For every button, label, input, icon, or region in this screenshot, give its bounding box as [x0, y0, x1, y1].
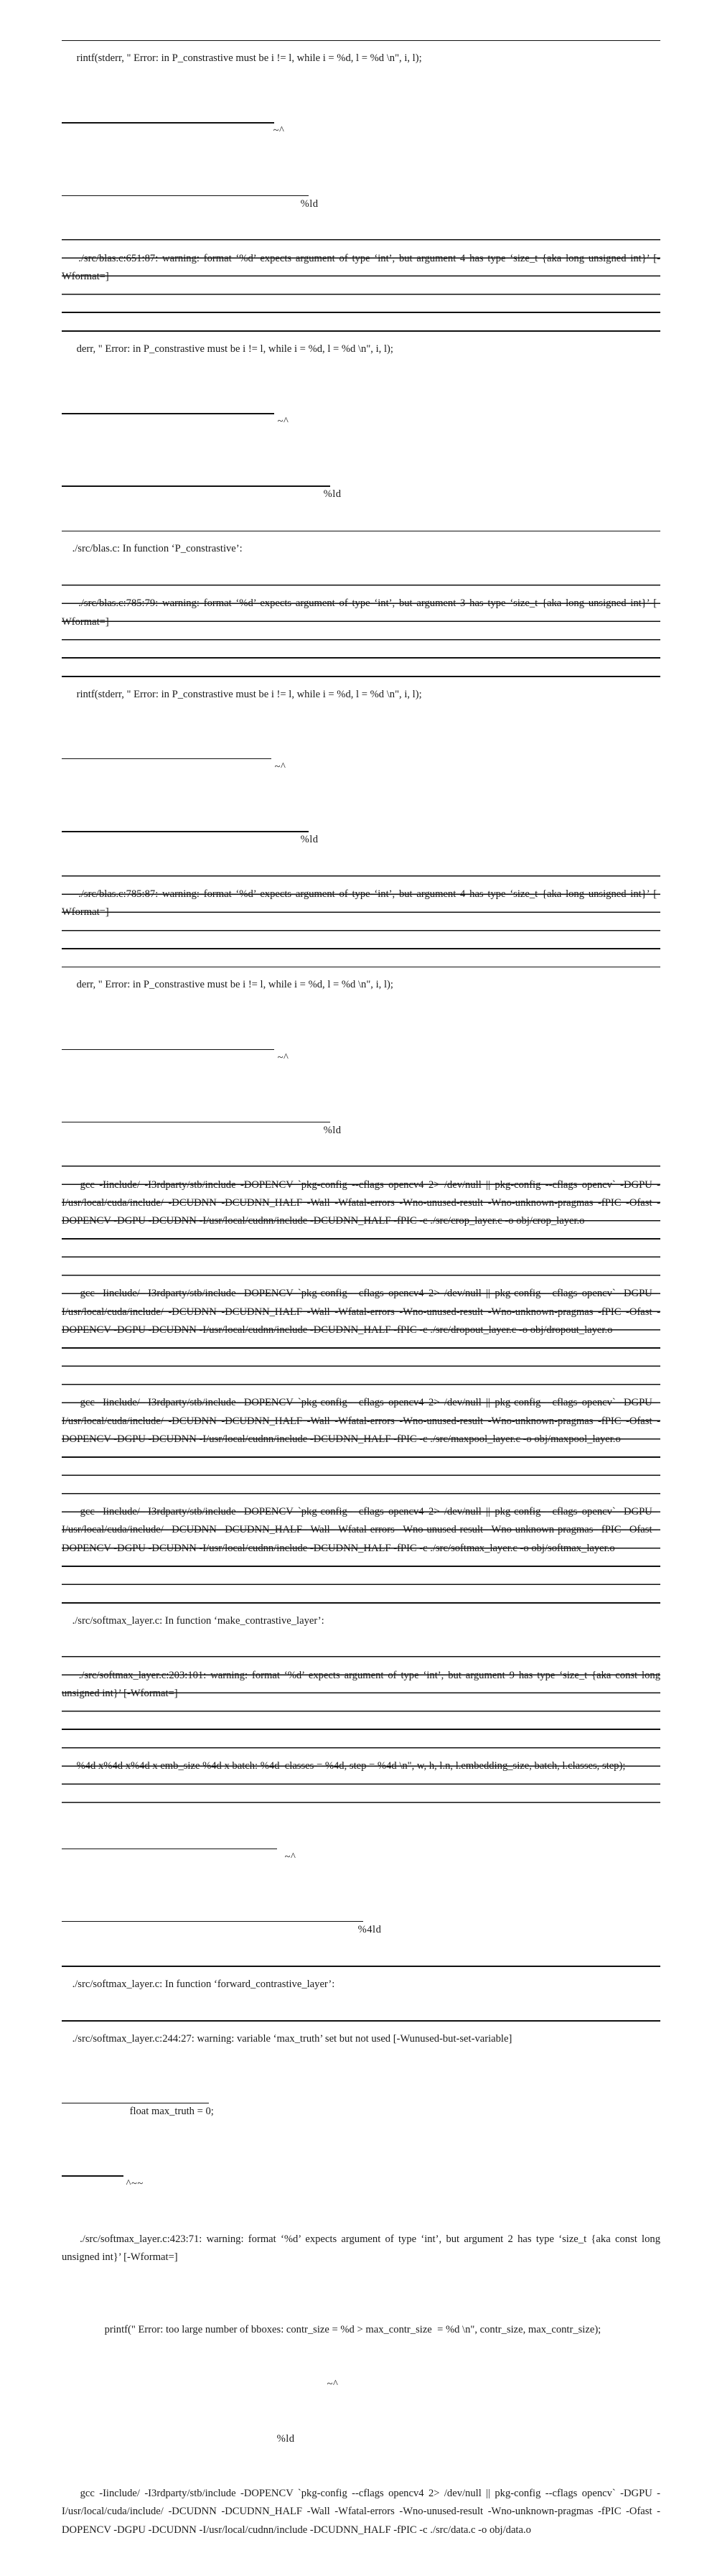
log-line-format-hint — [62, 794, 660, 867]
log-line-format-string-dims — [62, 1739, 660, 1812]
gcc-command-data — [62, 2467, 660, 2576]
log-line-printf-blas-785 — [62, 667, 660, 722]
log-text: %ld — [300, 197, 319, 210]
strike-rule — [62, 1849, 277, 1850]
log-text: ^~~ — [126, 2178, 144, 2190]
log-text: %ld — [323, 488, 342, 501]
log-warning-softmax-203-101 — [62, 1648, 663, 1739]
strike-rule — [62, 758, 271, 760]
strike-rule — [62, 1921, 363, 1922]
log-text: ~^ — [277, 416, 289, 428]
log-text: %ld — [276, 2433, 295, 2445]
log-text: gcc -Iinclude/ -I3rdparty/stb/include -DOPENCV `pkg-config --cflags opencv4 2> /dev/null || pkg-config --cflags opencv` -DGPU -I/usr/local/cuda/include/ -DCUDNN -DCUDNN_HALF -Wall -Wfatal-errors -Wno-unused-result -Wno-unknown-pragmas -fPIC -Ofast -DOPENCV -DGPU -DCUDNN -I/usr/local/cudnn/include -DCUDNN_HALF -fPIC -c ./src/data.c -o obj/data.o — [62, 2488, 660, 2536]
log-line-caret-marker — [62, 722, 660, 794]
log-line-float-max-truth — [62, 2066, 660, 2139]
log-text: ./src/softmax_layer.c: In function ‘make_contrastive_layer’: — [72, 1614, 324, 1627]
log-warning-softmax-244-27 — [62, 2012, 660, 2066]
strike-rule — [62, 2175, 123, 2177]
strike-rule — [62, 2103, 209, 2104]
log-line-caret-marker — [62, 1812, 660, 1884]
log-text: %ld — [323, 1124, 342, 1136]
log-text: gcc -Iinclude/ -I3rdparty/stb/include -DOPENCV `pkg-config --cflags opencv4 2> /dev/null || pkg-config --cflags opencv` -DGPU -I/usr/local/cuda/include/ -DCUDNN -DCUDNN_HALF -Wall -Wfatal-errors -Wno-unused-result -Wno-unknown-pragmas -fPIC -Ofast -DOPENCV -DGPU -DCUDNN -I/usr/local/cudnn/include -DCUDNN_HALF -fPIC -c ./src/maxpool_layer.c -o obj/maxpool_layer.o — [62, 1397, 660, 1445]
log-text: ~^ — [327, 2379, 339, 2391]
log-warning-softmax-423-71 — [62, 2213, 663, 2303]
gcc-command-crop-layer — [62, 1158, 660, 1267]
log-text: ~^ — [284, 1851, 296, 1863]
log-line-caret-marker — [62, 86, 660, 159]
strike-rule — [62, 1049, 274, 1051]
log-text: ./src/softmax_layer.c: In function ‘forward_contrastive_layer’: — [72, 1978, 335, 1990]
log-warning-blas-785-79 — [62, 577, 660, 667]
log-text: gcc -Iinclude/ -I3rdparty/stb/include -DOPENCV `pkg-config --cflags opencv4 2> /dev/null || pkg-config --cflags opencv` -DGPU -I/usr/local/cuda/include/ -DCUDNN -DCUDNN_HALF -Wall -Wfatal-errors -Wno-unused-result -Wno-unknown-pragmas -fPIC -Ofast -DOPENCV -DGPU -DCUDNN -I/usr/local/cudnn/include -DCUDNN_HALF -fPIC -c ./src/softmax_layer.c -o obj/softmax_layer.o — [62, 1506, 660, 1554]
log-line-in-function-p-constrastive — [62, 522, 660, 577]
log-line-format-hint — [62, 450, 660, 522]
log-line-format-hint — [62, 1884, 660, 1957]
log-text: gcc -Iinclude/ -I3rdparty/stb/include -DOPENCV `pkg-config --cflags opencv4 2> /dev/null || pkg-config --cflags opencv` -DGPU -I/usr/local/cuda/include/ -DCUDNN -DCUDNN_HALF -Wall -Wfatal-errors -Wno-unused-result -Wno-unknown-pragmas -fPIC -Ofast -DOPENCV -DGPU -DCUDNN -I/usr/local/cudnn/include -DCUDNN_HALF -fPIC -c ./src/dropout_layer.c -o obj/dropout_layer.o — [62, 1288, 660, 1336]
log-text: ~^ — [273, 125, 285, 137]
strike-rule — [62, 485, 330, 487]
log-line-printf-blas-651 — [62, 32, 660, 86]
log-text: ~^ — [274, 761, 286, 773]
log-line-caret-marker — [62, 1013, 660, 1085]
log-text: printf(" Error: too large number of bboxes: contr_size = %d > max_contr_size = %d \n", contr_size, max_contr_size); — [104, 2324, 601, 2336]
log-text: ./src/blas.c:785:87: warning: format ‘%d’ expects argument of type ‘int’, but argument 4 has type ‘size_t {aka long unsigned int}’ [-Wformat=] — [62, 888, 661, 919]
log-line-caret-marker — [62, 377, 660, 450]
log-text: ./src/blas.c:785:79: warning: format ‘%d’ expects argument of type ‘int’, but argument 3 has type ‘size_t {aka long unsigned int}’ [-Wformat=] — [62, 597, 661, 628]
strike-rule — [62, 831, 309, 832]
log-line-format-hint — [62, 1085, 660, 1158]
log-text: ./src/softmax_layer.c:244:27: warning: variable ‘max_truth’ set but not used [-Wunused-but-set-variable] — [72, 2032, 512, 2045]
log-text: ./src/blas.c: In function ‘P_constrastive’: — [72, 543, 243, 555]
log-text: %ld — [300, 834, 319, 846]
log-line-stderr-fragment-2 — [62, 958, 660, 1013]
log-text: ./src/softmax_layer.c:423:71: warning: format ‘%d’ expects argument of type ‘int’, but argument 2 has type ‘size_t {aka const long unsigned int}’ [-Wformat=] — [62, 2233, 663, 2264]
log-warning-blas-785-87 — [62, 868, 660, 958]
log-text: derr, " Error: in P_constrastive must be i != l, while i = %d, l = %d \n", i, l); — [76, 343, 393, 355]
strike-rule — [62, 413, 274, 414]
log-line-format-hint — [62, 159, 660, 231]
log-text: %4d x%4d x%4d x emb_size %4d x batch: %4d classes = %4d, step = %4d \n", w, h, l.n, l.embedding_size, batch, l.classes, step); — [76, 1760, 626, 1772]
log-line-in-function-make-contrastive-layer — [62, 1594, 660, 1649]
log-line-in-function-forward-contrastive-layer — [62, 1957, 660, 2012]
log-text: %4ld — [357, 1923, 382, 1935]
log-text: rintf(stderr, " Error: in P_constrastive must be i != l, while i = %d, l = %d \n", i, l); — [76, 688, 422, 700]
log-text: float max_truth = 0; — [129, 2105, 214, 2117]
log-text: ./src/softmax_layer.c:203:101: warning: format ‘%d’ expects argument of type ‘int’, but argument 9 has type ‘size_t {aka const long unsigned int}’ [-Wformat=] — [62, 1669, 663, 1700]
gcc-command-softmax-layer — [62, 1485, 660, 1594]
log-line-printf-bboxes — [62, 2303, 660, 2358]
build-log-page — [62, 32, 663, 2576]
log-text: ~^ — [277, 1051, 289, 1064]
log-text: gcc -Iinclude/ -I3rdparty/stb/include -DOPENCV `pkg-config --cflags opencv4 2> /dev/null || pkg-config --cflags opencv` -DGPU -I/usr/local/cuda/include/ -DCUDNN -DCUDNN_HALF -Wall -Wfatal-errors -Wno-unused-result -Wno-unknown-pragmas -fPIC -Ofast -DOPENCV -DGPU -DCUDNN -I/usr/local/cudnn/include -DCUDNN_HALF -fPIC -c ./src/crop_layer.c -o obj/crop_layer.o — [62, 1178, 660, 1227]
log-text: rintf(stderr, " Error: in P_constrastive must be i != l, while i = %d, l = %d \n", i, l); — [76, 52, 422, 65]
strike-rule — [62, 1122, 330, 1123]
strike-rule — [62, 195, 309, 197]
log-line-caret-marker — [62, 2358, 660, 2412]
log-line-stderr-fragment-1 — [62, 322, 660, 377]
log-line-format-hint — [62, 2412, 660, 2467]
gcc-command-dropout-layer — [62, 1267, 660, 1376]
log-warning-blas-651-87 — [62, 231, 660, 322]
log-line-caret-marker — [62, 2139, 660, 2211]
log-text: derr, " Error: in P_constrastive must be i != l, while i = %d, l = %d \n", i, l); — [76, 979, 393, 991]
gcc-command-maxpool-layer — [62, 1376, 660, 1485]
log-text: ./src/blas.c:651:87: warning: format ‘%d’ expects argument of type ‘int’, but argument 4 has type ‘size_t {aka long unsigned int}’ [-Wformat=] — [62, 252, 661, 282]
strike-rule — [62, 122, 274, 124]
